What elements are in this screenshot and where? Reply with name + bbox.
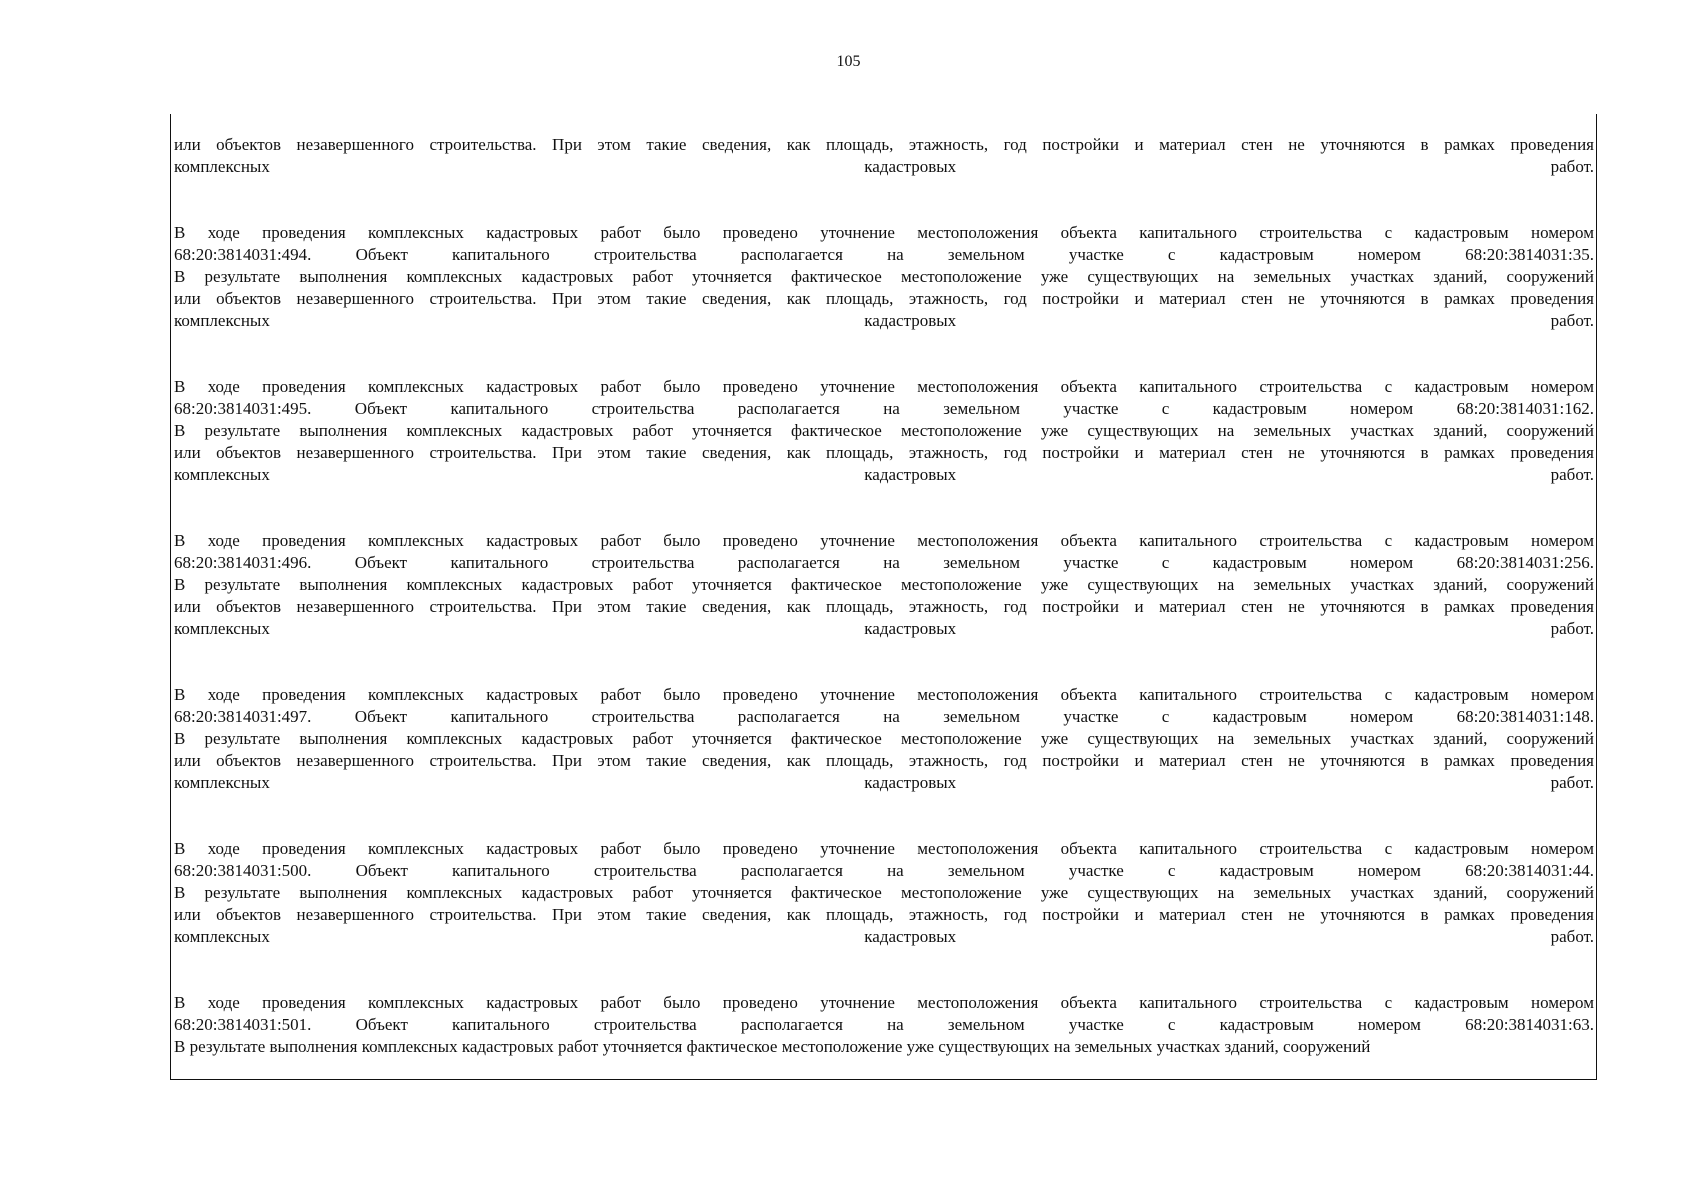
text-line: В ходе проведения комплексных кадастровых работ было проведено уточнение местоположения объекта капитального строительства с кадастровым номером [174, 993, 1594, 1012]
text-line: В ходе проведения комплексных кадастровых работ было проведено уточнение местоположения объекта капитального строительства с кадастровым номером [174, 531, 1594, 550]
text-line: или объектов незавершенного строительства. При этом такие сведения, как площадь, этажность, год постройки и материал стен не уточняются в рамках проведения [174, 751, 1594, 770]
text-line: В результате выполнения комплексных кадастровых работ уточняется фактическое местоположение уже существующих на земельных участках зданий, сооружений [174, 267, 1594, 286]
text-line: 68:20:3814031:494. Объект капитального строительства располагается на земельном участке с кадастровым номером 68:20:3814031:35. [174, 245, 1594, 264]
text-line: В ходе проведения комплексных кадастровых работ было проведено уточнение местоположения объекта капитального строительства с кадастровым номером [174, 223, 1594, 242]
text-paragraph [174, 376, 1594, 486]
text-line: 68:20:3814031:500. Объект капитального строительства располагается на земельном участке с кадастровым номером 68:20:3814031:44. [174, 861, 1594, 880]
text-line: комплексных кадастровых работ. [174, 927, 1594, 946]
text-line: комплексных кадастровых работ. [174, 465, 1594, 484]
text-paragraph [174, 530, 1594, 640]
text-line: или объектов незавершенного строительства. При этом такие сведения, как площадь, этажность, год постройки и материал стен не уточняются в рамках проведения [174, 597, 1594, 616]
text-paragraph [174, 992, 1594, 1058]
text-line: комплексных кадастровых работ. [174, 773, 1594, 792]
text-paragraph [174, 134, 1594, 178]
text-paragraph [174, 838, 1594, 948]
text-line: комплексных кадастровых работ. [174, 619, 1594, 638]
text-line: В результате выполнения комплексных кадастровых работ уточняется фактическое местоположение уже существующих на земельных участках зданий, сооружений [174, 883, 1594, 902]
text-line: В ходе проведения комплексных кадастровых работ было проведено уточнение местоположения объекта капитального строительства с кадастровым номером [174, 377, 1594, 396]
text-line: 68:20:3814031:496. Объект капитального строительства располагается на земельном участке с кадастровым номером 68:20:3814031:256. [174, 553, 1594, 572]
document-content [174, 134, 1594, 1102]
text-line: комплексных кадастровых работ. [174, 311, 1594, 330]
text-line: В результате выполнения комплексных кадастровых работ уточняется фактическое местоположение уже существующих на земельных участках зданий, сооружений [174, 729, 1594, 748]
text-paragraph [174, 684, 1594, 794]
text-paragraph [174, 222, 1594, 332]
text-line: или объектов незавершенного строительства. При этом такие сведения, как площадь, этажность, год постройки и материал стен не уточняются в рамках проведения [174, 289, 1594, 308]
text-line: или объектов незавершенного строительства. При этом такие сведения, как площадь, этажность, год постройки и материал стен не уточняются в рамках проведения [174, 443, 1594, 462]
text-line: 68:20:3814031:497. Объект капитального строительства располагается на земельном участке с кадастровым номером 68:20:3814031:148. [174, 707, 1594, 726]
text-line: 68:20:3814031:495. Объект капитального строительства располагается на земельном участке с кадастровым номером 68:20:3814031:162. [174, 399, 1594, 418]
text-line: В ходе проведения комплексных кадастровых работ было проведено уточнение местоположения объекта капитального строительства с кадастровым номером [174, 839, 1594, 858]
text-line: или объектов незавершенного строительства. При этом такие сведения, как площадь, этажность, год постройки и материал стен не уточняются в рамках проведения [174, 905, 1594, 924]
page-number: 105 [836, 53, 861, 70]
text-line: 68:20:3814031:501. Объект капитального строительства располагается на земельном участке с кадастровым номером 68:20:3814031:63. [174, 1015, 1594, 1034]
text-line: В результате выполнения комплексных кадастровых работ уточняется фактическое местоположение уже существующих на земельных участках зданий, сооружений [174, 421, 1594, 440]
text-line: комплексных кадастровых работ. [174, 157, 1594, 176]
text-line: В ходе проведения комплексных кадастровых работ было проведено уточнение местоположения объекта капитального строительства с кадастровым номером [174, 685, 1594, 704]
text-line: В результате выполнения комплексных кадастровых работ уточняется фактическое местоположение уже существующих на земельных участках зданий, сооружений [174, 575, 1594, 594]
document-frame [170, 114, 1597, 1080]
text-line: или объектов незавершенного строительства. При этом такие сведения, как площадь, этажность, год постройки и материал стен не уточняются в рамках проведения [174, 135, 1594, 154]
text-line: В результате выполнения комплексных кадастровых работ уточняется фактическое местоположение уже существующих на земельных участках зданий, сооружений [174, 1037, 1371, 1056]
